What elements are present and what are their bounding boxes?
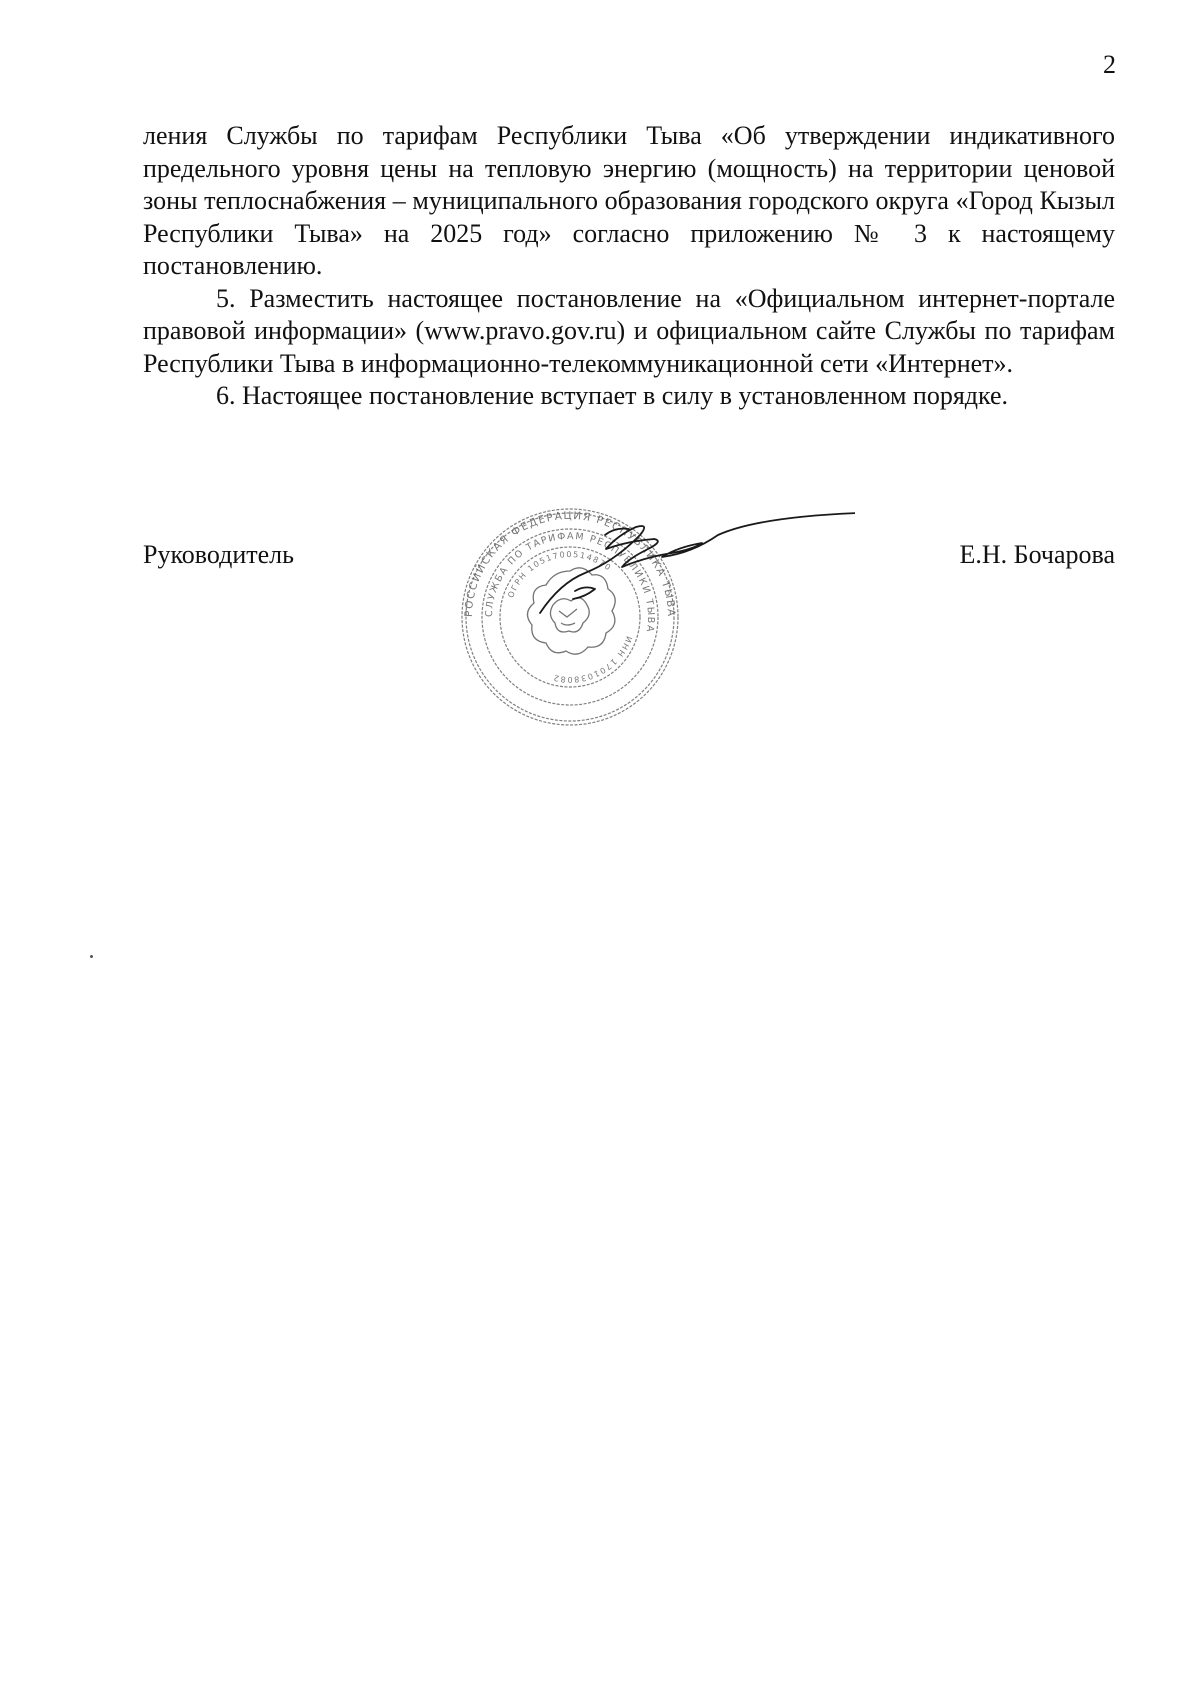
seal-inn-text: ИНН 1701038082 bbox=[551, 634, 634, 685]
scan-speck bbox=[90, 955, 93, 958]
signer-name: Е.Н. Бочарова bbox=[959, 540, 1115, 569]
signer-position: Руководитель bbox=[143, 540, 294, 569]
seal-ogrn-text: ОГРН 1051700514870 bbox=[506, 549, 614, 600]
page-number: 2 bbox=[1103, 50, 1116, 79]
paragraph-continuation: ления Службы по тарифам Республики Тыва «Об утверждении индикативного предельного уровня цены на тепловую энергию (мощность) на территории ценовой зоны теплоснабжения – муниципального образования городского округа «Город Кызыл Республики Тыва» на 2025 год» согласно приложению № 3 к настоящему постановлению. bbox=[143, 121, 1115, 280]
paragraph-item-5: 5. Разместить настоящее постановление на «Официальном интернет-портале правовой информации» (www.pravo.gov.ru) и официальном сайте Службы по тарифам Республики Тыва в информационно-телекоммуникационной сети «Интернет». bbox=[143, 283, 1115, 378]
seal-inner-text: СЛУЖБА ПО ТАРИФАМ РЕСПУБЛИКИ ТЫВА bbox=[483, 530, 657, 634]
paragraph-item-6: 6. Настоящее постановление вступает в силу в установленном порядке. bbox=[216, 381, 1009, 410]
seal-outer-text: РОССИЙСКАЯ ФЕДЕРАЦИЯ РЕСПУБЛИКА ТЫВА bbox=[462, 509, 678, 618]
signature-block bbox=[143, 540, 1115, 580]
document-body bbox=[143, 120, 1115, 413]
